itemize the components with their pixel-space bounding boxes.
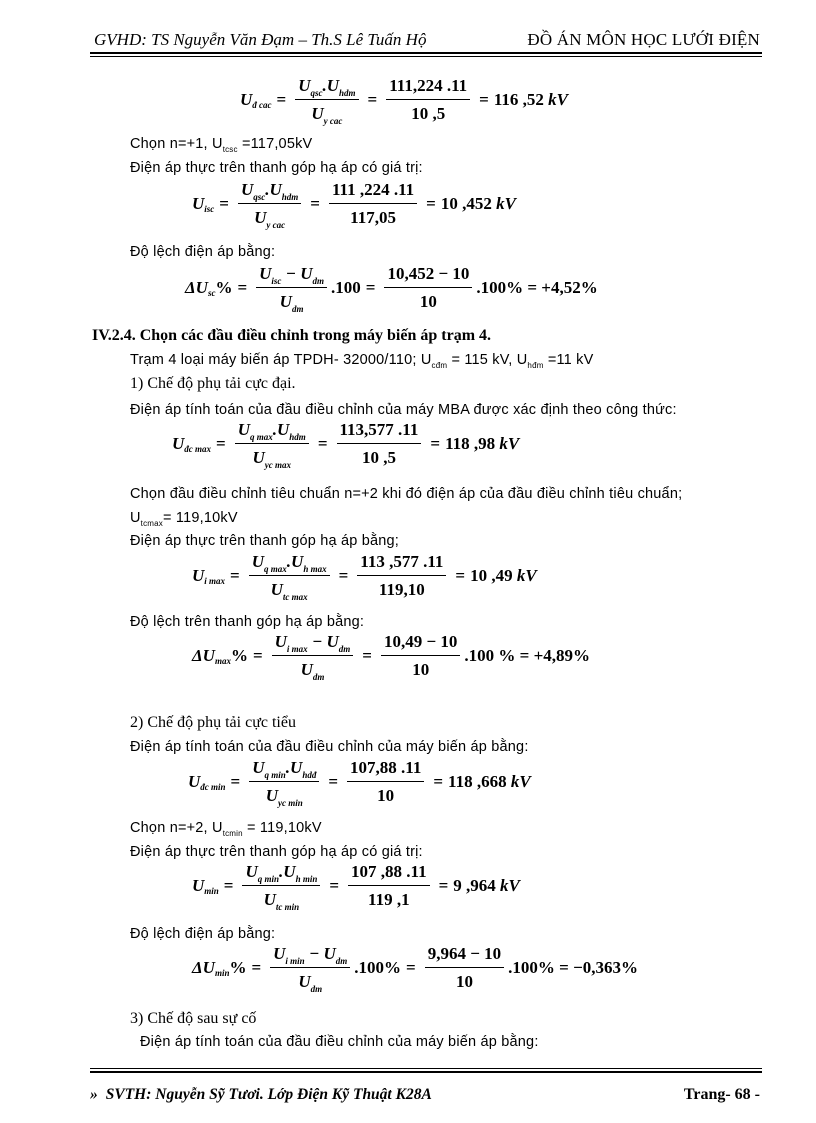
equation-4: U đc max = $\frac{U_{q max}.U_{hdm}}{U_{yc max}}$ = $\frac{113,577 .11}{10 ,5}$ = 118 ,98 kV bbox=[172, 420, 520, 470]
equation-2: U isc = $\frac{U_{qsc}.U_{hdm}}{U_{y cac}}$ = $\frac{111 ,224 .11}{117,05}$ = 10 ,452 kV bbox=[192, 180, 516, 230]
page-header bbox=[90, 28, 762, 52]
paragraph: Chọn đầu điều chỉnh tiêu chuẩn n=+2 khi đó điện áp của đầu điều chỉnh tiêu chuẩn; bbox=[130, 486, 683, 502]
footer-rule bbox=[90, 1071, 762, 1073]
subheading: 2) Chế độ phụ tải cực tiểu bbox=[130, 714, 296, 731]
equation-7: U đc min = $\frac{U_{q min}.U_{hdđ}}{U_{yc min}}$ = $\frac{107,88 .11}{10}$ = 118 ,668 kV bbox=[188, 758, 531, 808]
paragraph: Độ lệch trên thanh góp hạ áp bằng: bbox=[130, 614, 365, 630]
paragraph: Trạm 4 loại máy biến áp TPDH- 32000/110; $U_{cđm} = 115$ kV, $U_{hđm} =11$ kV bbox=[130, 352, 594, 370]
paragraph: Điện áp tính toán của đầu điều chỉnh của máy MBA được xác định theo công thức: bbox=[130, 402, 677, 418]
equation-6: ΔU max % = $\frac{U_{i max} - U_{dm}}{U_{dm}}$ = $\frac{10,49 - 10}{10}$ .100 % = +4,89% bbox=[192, 632, 591, 682]
paragraph: Điện áp thực trên thanh góp hạ áp có giá trị: bbox=[130, 844, 423, 860]
paragraph: Chọn n=+2, $U_{tcmin} = 119,10kV$ bbox=[130, 820, 322, 838]
page-number: Trang- 68 - bbox=[683, 1086, 760, 1103]
paragraph: Điện áp thực trên thanh góp hạ áp có giá trị: bbox=[130, 160, 423, 176]
paragraph: Chọn n=+1, $U_{tcsc} =117,05kV$ bbox=[130, 136, 313, 154]
footer-student: SVTH: Nguyễn Sỹ Tươi. Lớp Điện Kỹ Thuật K28A bbox=[105, 1086, 432, 1103]
equation-8: U min = $\frac{U_{q min}.U_{h min}}{U_{tc min}}$ = $\frac{107 ,88 .11}{119 ,1}$ = 9 ,964 kV bbox=[192, 862, 520, 912]
footer-rule-thin bbox=[90, 1068, 762, 1069]
paragraph: Điện áp tính toán của đầu điều chỉnh của máy biến áp bằng: bbox=[140, 1034, 539, 1050]
equation-1: U đ cac = $\frac{U_{qsc}.U_{hdm}}{U_{y cac}}$ = $\frac{111,224 .11}{10 ,5}$ = 116 ,52 kV bbox=[240, 76, 569, 126]
equation-3: ΔU sc % = $\frac{U_{isc} - U_{dm}}{U_{dm}}$ .100 = $\frac{10,452 - 10}{10}$ .100% = +4,52% bbox=[185, 264, 598, 314]
section-heading: IV.2.4. Chọn các đầu điều chỉnh trong máy biến áp trạm 4. bbox=[92, 327, 492, 344]
paragraph: Độ lệch điện áp bằng: bbox=[130, 926, 276, 942]
page-footer bbox=[90, 1086, 762, 1104]
paragraph: Độ lệch điện áp bằng: bbox=[130, 244, 276, 260]
equation-5: U i max = $\frac{U_{q max}.U_{h max}}{U_{tc max}}$ = $\frac{113 ,577 .11}{119,10}$ = 10 ,49 kV bbox=[192, 552, 537, 602]
subheading: 1) Chế độ phụ tải cực đại. bbox=[130, 375, 296, 392]
header-instructor: GVHD: TS Nguyễn Văn Đạm – Th.S Lê Tuấn Hộ bbox=[94, 30, 427, 49]
paragraph: $U_{tcmax}= 119,10kV$ bbox=[130, 510, 238, 528]
subheading: 3) Chế độ sau sự cố bbox=[130, 1010, 257, 1027]
equation-9: ΔU min % = $\frac{U_{i min} - U_{dm}}{U_{dm}}$ .100% = $\frac{9,964 - 10}{10}$ .100% = −0,363% bbox=[192, 944, 639, 994]
header-rule bbox=[90, 52, 762, 54]
paragraph: Điện áp tính toán của đầu điều chỉnh của máy biến áp bằng: bbox=[130, 739, 529, 755]
paragraph: Điện áp thực trên thanh góp hạ áp bằng; bbox=[130, 533, 400, 549]
header-title: ĐỒ ÁN MÔN HỌC LƯỚI ĐIỆN bbox=[527, 30, 760, 49]
footer-mark: » bbox=[90, 1086, 98, 1103]
header-rule-thin bbox=[90, 56, 762, 57]
